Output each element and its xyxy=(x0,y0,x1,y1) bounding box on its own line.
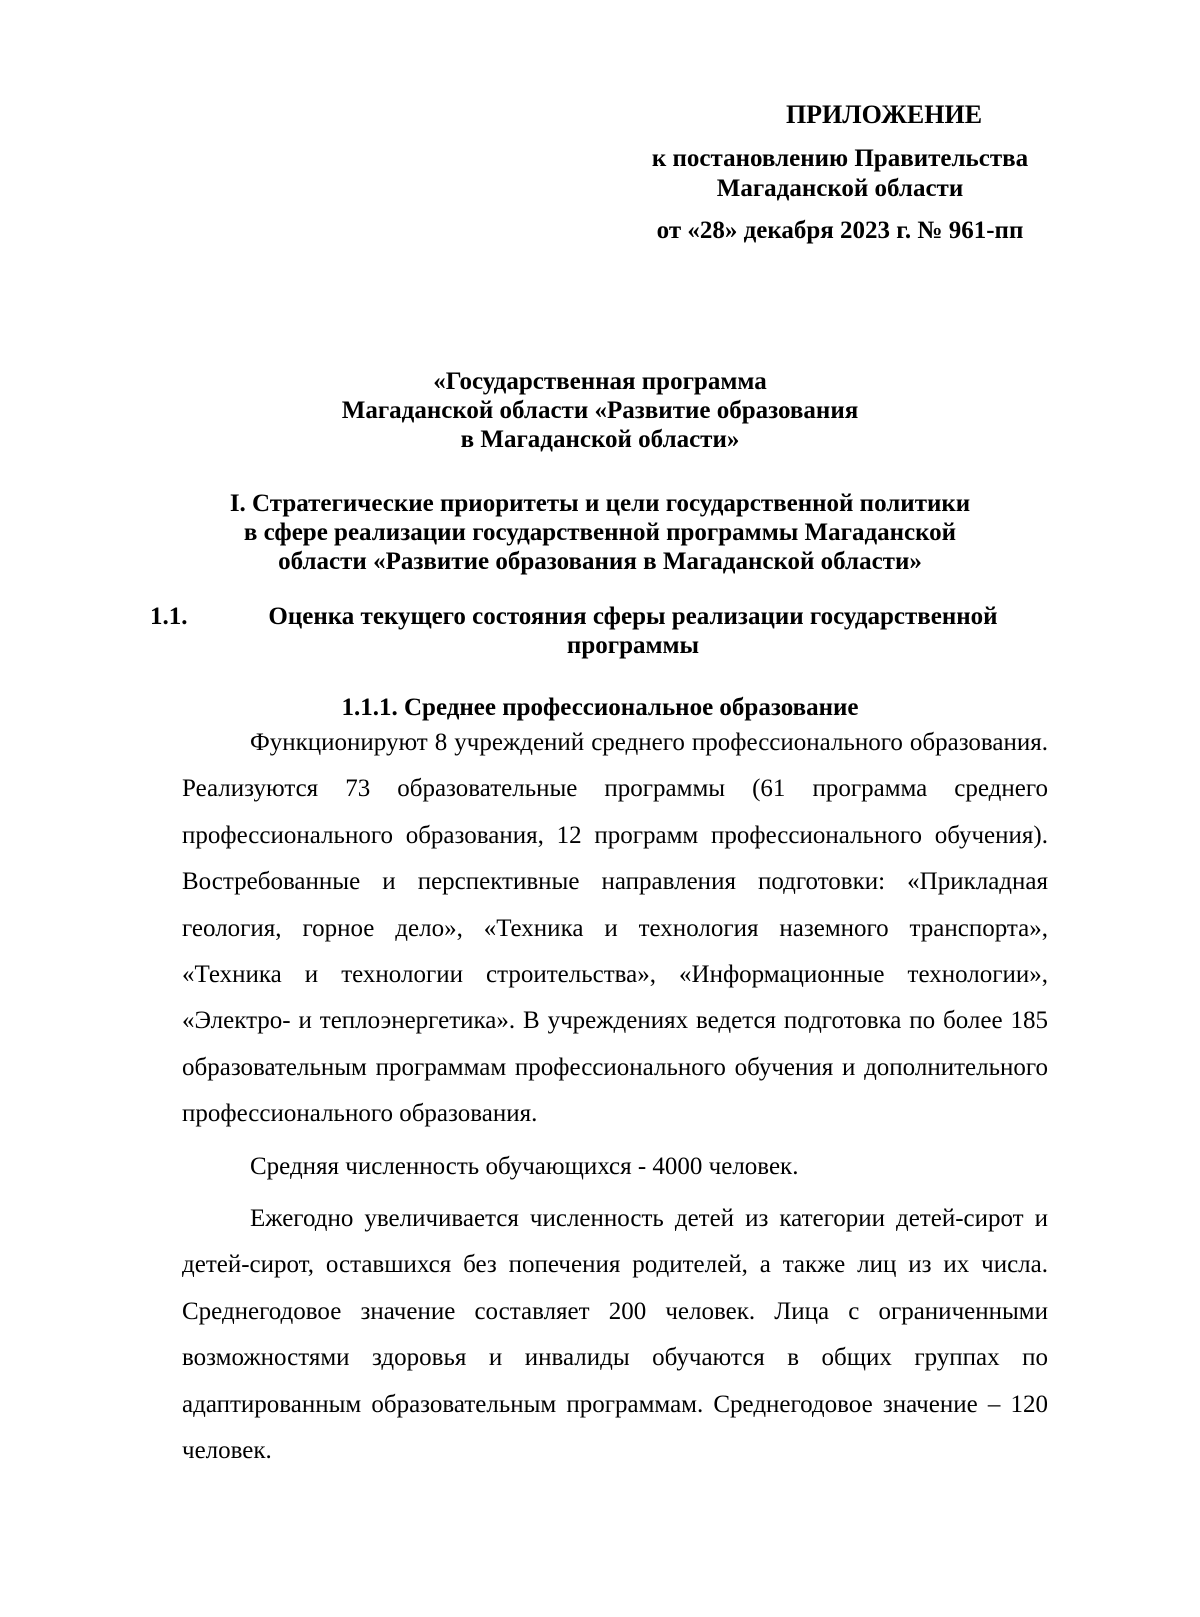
section-title-line-1: I. Стратегические приоритеты и цели государственной политики xyxy=(229,490,971,517)
appendix-line-1: к постановлению Правительства xyxy=(651,145,1029,172)
appendix-header xyxy=(600,100,1080,246)
program-title xyxy=(100,367,1100,454)
program-title-line-2: Магаданской области «Развитие образования xyxy=(341,397,859,424)
subsection-title-line-1: Оценка текущего состояния сферы реализации государственной xyxy=(268,603,998,630)
program-title-line-3: в Магаданской области» xyxy=(460,426,740,453)
section-title-line-2: в сфере реализации государственной программы Магаданской xyxy=(243,519,957,546)
paragraph: Средняя численность обучающихся - 4000 человек. xyxy=(250,1152,799,1180)
section-title-line-3: области «Развитие образования в Магаданской области» xyxy=(278,548,922,575)
paragraph: Функционируют 8 учреждений среднего профессионального образования. Реализуются 73 образовательные программы (61 программа среднего профессионального образования, 12 программ профессионального обучения). Востребованные и перспективные направления подготовки: «Прикладная геология, горное дело», «Техника и технология наземного транспорта», «Техника и технологии строительства», «Информационные технологии», «Электро- и теплоэнергетика». В учреждениях ведется подготовка по более 185 образовательным программам профессионального обучения и дополнительного профессионального образования. xyxy=(182,729,1048,1128)
program-title-line-1: «Государственная программа xyxy=(433,368,767,395)
body-text xyxy=(182,720,1048,1475)
appendix-date: от «28» декабря 2023 г. № 961-пп xyxy=(656,217,1024,244)
appendix-label: ПРИЛОЖЕНИЕ xyxy=(785,100,983,129)
sub-subsection-heading: 1.1.1. Среднее профессиональное образование xyxy=(341,694,859,721)
subsection-heading xyxy=(150,602,1050,660)
subsection-number: 1.1. xyxy=(150,603,188,630)
section-title xyxy=(100,489,1100,576)
paragraph: Ежегодно увеличивается численность детей из категории детей-сирот и детей-сирот, оставшихся без попечения родителей, а также лиц из их числа. Среднегодовое значение составляет 200 человек. Лица с ограниченными возможностями здоровья и инвалиды обучаются в общих группах по адаптированным образовательным программам. Среднегодовое значение – 120 человек. xyxy=(182,1205,1048,1465)
appendix-line-2: Магаданской области xyxy=(716,175,964,202)
subsection-title-line-2: программы xyxy=(566,632,700,659)
